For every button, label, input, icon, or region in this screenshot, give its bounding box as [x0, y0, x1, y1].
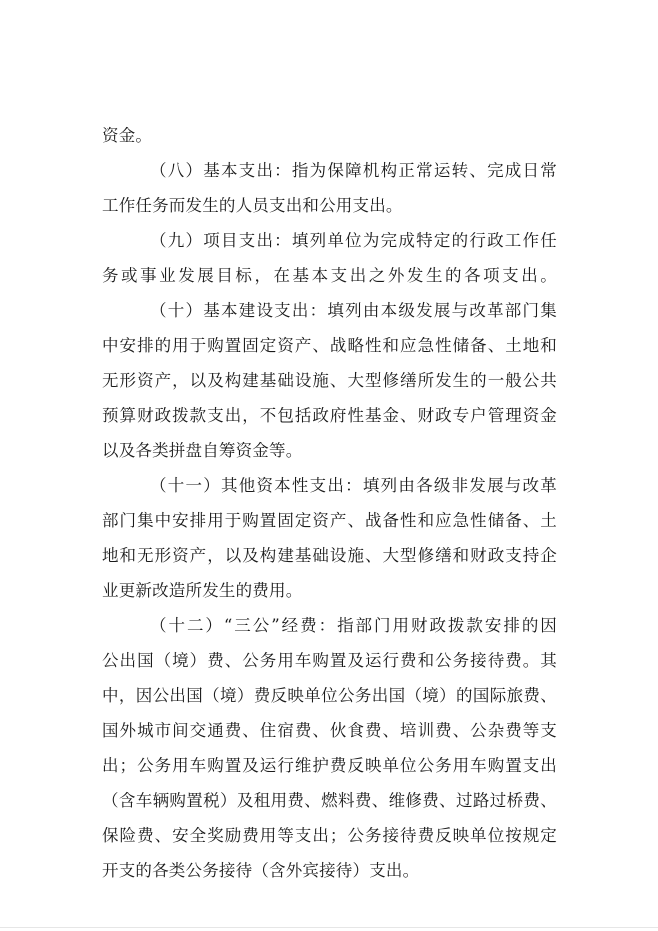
text-fragment: 保险费、安全奖励费用等支出；公务接待费反映单位按规定 — [102, 826, 557, 845]
paragraph-11-line-4 — [0, 537, 658, 600]
text-fragment: （十）基本建设支出：填列由本级发展与改革部门集 — [150, 301, 557, 320]
text-fragment: 公出国（境）费、公务用车购置及运行费和公务接待费。其 — [102, 651, 557, 670]
paragraph-9-line-1 — [0, 187, 658, 250]
text-fragment: 地和无形资产，以及构建基础设施、大型修缮和财政支持企 — [102, 546, 557, 565]
text-fragment: 务或事业发展目标，在基本支出之外发生的各项支出。 — [102, 266, 557, 285]
paragraph-10-line-5 — [0, 397, 658, 460]
text-fragment: 中，因公出国（境）费反映单位公务出国（境）的国际旅费、 — [102, 686, 557, 705]
paragraph-11-line-3 — [0, 502, 658, 565]
paragraph-12-line-8 — [0, 817, 658, 880]
paragraph-12-line-4 — [0, 677, 658, 740]
text-fragment: 开支的各类公务接待（含外宾接待）支出。 — [102, 861, 420, 880]
text-fragment: 出；公务用车购置及运行维护费反映单位公务用车购置支出 — [102, 756, 557, 775]
paragraph-12-line-3 — [0, 642, 658, 705]
paragraph-10-line-1 — [0, 257, 658, 320]
page-edge-divider — [0, 927, 658, 928]
paragraph-12-line-5 — [0, 712, 658, 775]
text-fragment: （十二）“三公”经费：指部门用财政拨款安排的因 — [150, 616, 557, 635]
paragraph-12-line-1 — [0, 572, 658, 635]
paragraph-10-line-4 — [0, 362, 658, 425]
text-fragment: 无形资产，以及构建基础设施、大型修缮所发生的一般公共 — [102, 371, 557, 390]
paragraph-12-line-6 — [0, 747, 658, 810]
text-fragment: 以及各类拼盘自筹资金等。 — [102, 441, 303, 460]
paragraph-8-line-2 — [0, 152, 658, 215]
text-fragment: （八）基本支出：指为保障机构正常运转、完成日常 — [150, 161, 557, 180]
text-fragment: 部门集中安排用于购置固定资产、战备性和应急性储备、土 — [102, 511, 557, 530]
text-line — [0, 82, 658, 145]
paragraph-11-line-2 — [0, 467, 658, 530]
paragraph-8-line-1 — [0, 117, 658, 180]
text-fragment: 预算财政拨款支出，不包括政府性基金、财政专户管理资金 — [102, 406, 557, 425]
text-fragment: （含车辆购置税）及租用费、燃料费、维修费、过路过桥费、 — [102, 791, 557, 810]
paragraph-9-line-2 — [0, 222, 658, 285]
text-fragment: 业更新改造所发生的费用。 — [102, 581, 303, 600]
text-fragment: 资金。 — [102, 126, 153, 145]
text-fragment: 中安排的用于购置固定资产、战略性和应急性储备、土地和 — [102, 336, 557, 355]
paragraph-10-line-3 — [0, 327, 658, 390]
text-fragment: （九）项目支出：填列单位为完成特定的行政工作任 — [150, 231, 557, 250]
paragraph-12-line-7 — [0, 782, 658, 845]
paragraph-11-line-1 — [0, 432, 658, 495]
text-fragment: 国外城市间交通费、住宿费、伙食费、培训费、公杂费等支 — [102, 721, 557, 740]
text-fragment: （十一）其他资本性支出：填列由各级非发展与改革 — [150, 476, 557, 495]
paragraph-10-line-2 — [0, 292, 658, 355]
text-fragment: 工作任务而发生的人员支出和公用支出。 — [102, 196, 403, 215]
paragraph-12-line-2 — [0, 607, 658, 670]
